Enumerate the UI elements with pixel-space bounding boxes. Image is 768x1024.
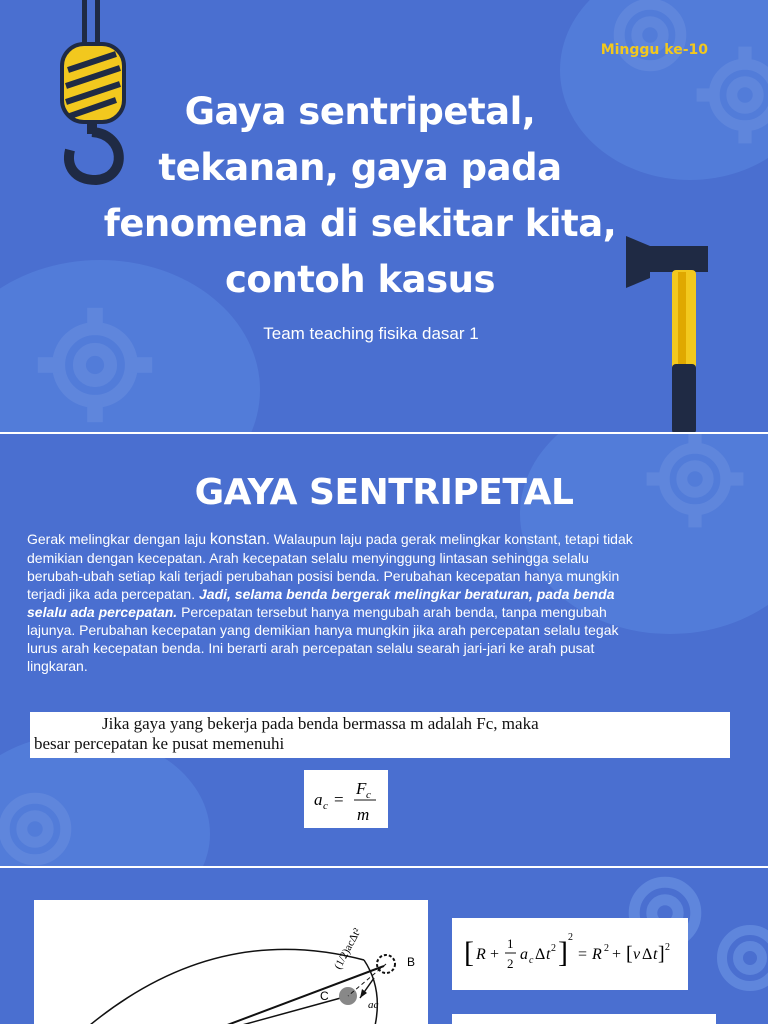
equation-box: [452, 918, 688, 990]
label-arc: (1/2)acΔt²: [332, 926, 364, 972]
svg-text:R: R: [476, 946, 486, 963]
svg-text:t: t: [653, 946, 658, 963]
svg-text:=: =: [578, 946, 588, 963]
svg-text:2: 2: [568, 932, 573, 943]
svg-text:+: +: [612, 946, 622, 963]
svg-text:c: c: [366, 789, 371, 801]
svg-text:2: 2: [507, 956, 514, 971]
svg-text:a: a: [520, 946, 528, 963]
box-line: besar percepatan ke pusat memenuhi: [34, 734, 285, 753]
svg-text:+: +: [490, 946, 500, 963]
svg-text:m: m: [357, 805, 370, 824]
label-c: C: [320, 989, 329, 1003]
svg-text:]: ]: [558, 936, 568, 969]
svg-text:2: 2: [551, 943, 556, 954]
gear-icon: [30, 300, 160, 430]
svg-text:Δ: Δ: [642, 946, 653, 963]
week-label: Minggu ke-10: [600, 42, 708, 58]
svg-text:2: 2: [604, 943, 609, 954]
paragraph-text: . Walaupun laju pada gerak melingkar konstant, tetapi tidak demikian dengan kecepatan. Arah kecepatan selalu menyinggung lintasan sehingga selalu berubah-ubah setiap kali terjadi perubahan posisi benda. Perubahan kecepatan hanya mungkin terjadi jika ada percepatan.: [27, 531, 633, 602]
equation-box-partial: [452, 1014, 716, 1024]
body-paragraph: [27, 530, 647, 675]
box-line: Jika gaya yang bekerja pada benda bermassa m adalah Fc, maka: [102, 714, 539, 733]
label-ac: ac: [368, 999, 379, 1011]
slide-subtitle: Team teaching fisika dasar 1: [263, 324, 479, 343]
slide-title: Gaya sentripetal, tekanan, gaya pada fenomena di sekitar kita, contoh kasus: [103, 90, 617, 301]
emphasis-text: Jadi, selama benda bergerak melingkar beraturan, pada benda selalu ada percepatan.: [27, 586, 615, 620]
paragraph-text: Gerak melingkar dengan laju: [27, 531, 210, 547]
title-slide: [0, 0, 768, 432]
formula: [304, 770, 388, 828]
svg-text:F: F: [356, 779, 367, 798]
circular-motion-diagram: [34, 900, 428, 1024]
section-title: GAYA SENTRIPETAL: [194, 472, 574, 513]
label-b: B: [407, 955, 416, 969]
gear-icon: [0, 774, 90, 866]
formula-box: [304, 770, 388, 828]
svg-text:v: v: [633, 946, 641, 963]
paragraph-text: Percepatan tersebut hanya mengubah arah benda, tanpa mengubah lajunya. Perubahan kecepatan yang demikian hanya mungkin jika arah percepatan selalu tegak lurus arah kecepatan benda. Ini berarti arah percepatan selalu searah jari-jari ke arah pusat lingkaran.: [27, 604, 619, 674]
svg-text:2: 2: [665, 942, 670, 953]
paragraph-text: konstan: [209, 531, 266, 548]
svg-text:=: =: [334, 790, 344, 809]
svg-text:R: R: [592, 946, 602, 963]
svg-text:[: [: [464, 936, 474, 969]
svg-text:[: [: [626, 943, 633, 965]
derivation-slide: [0, 868, 768, 1024]
svg-text:c: c: [529, 955, 534, 966]
svg-text:a: a: [314, 790, 323, 809]
gear-icon: [700, 908, 768, 1008]
equation: [452, 918, 688, 990]
centripetal-force-slide: [0, 434, 768, 866]
text-box: [30, 712, 730, 758]
svg-text:c: c: [323, 800, 328, 812]
diagram-figure: [34, 900, 428, 1024]
svg-text:Δ: Δ: [535, 946, 546, 963]
svg-text:1: 1: [507, 936, 514, 951]
svg-text:]: ]: [658, 943, 665, 965]
svg-text:t: t: [546, 946, 551, 963]
